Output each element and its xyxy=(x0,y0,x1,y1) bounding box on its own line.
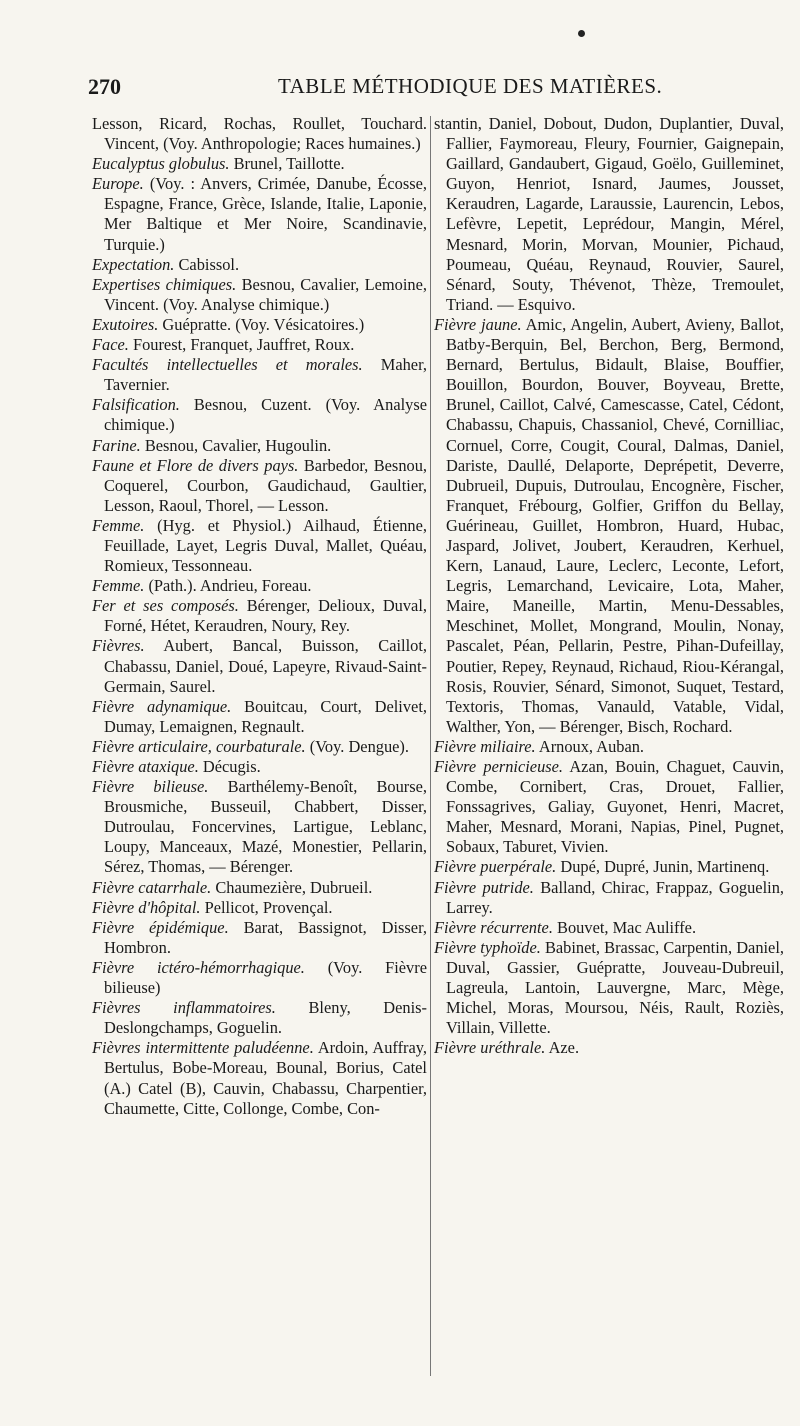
index-entry xyxy=(434,938,784,1038)
entry-names: stantin, Daniel, Dobout, Dudon, Duplantier, Duval, Fallier, Faymoreau, Fleury, Fournier, Gaignepain, Gaillard, Gandaubert, Gigaud, Goëlo, Guilleminet, Guyon, Henriot, Isnard, Jaumes, Jousset, Keraudren, Lagarde, Laraussie, Laurencin, Lebos, Lefèvre, Lepetit, Leprédour, Mangin, Mérel, Mesnard, Morin, Morvan, Mounier, Pichaud, Poumeau, Quéau, Reynaud, Rouvier, Saurel, Sénard, Souty, Thévenot, Thèze, Tremoulet, Triand. — Esquivo. xyxy=(434,114,784,314)
entry-term: Fièvre récurrente. xyxy=(434,917,553,937)
entry-term: Facultés intellectuelles et morales. xyxy=(92,355,363,375)
entry-names: Cabissol. xyxy=(178,254,240,274)
entry-term: Fièvre articulaire, courbaturale. xyxy=(92,736,306,756)
right-column xyxy=(434,114,784,1058)
entry-names: Azan, Bouin, Chaguet, Cauvin, Combe, Cornibert, Cras, Drouet, Fallier, Fonssagrives, Galiay, Guyonet, Henri, Macret, Maher, Mesnard, Morani, Napias, Pinel, Pugnet, Sobaux, Taburet, Vivien. xyxy=(446,757,784,857)
entry-names: Brunel, Taillotte. xyxy=(233,154,345,174)
ink-dot xyxy=(578,30,585,37)
entry-term: Expectation. xyxy=(92,254,175,274)
index-entry xyxy=(92,174,427,254)
entry-names: Pellicot, Provençal. xyxy=(204,897,333,917)
entry-term: Fièvres. xyxy=(92,636,145,656)
entry-term: Eucalyptus globulus. xyxy=(92,154,230,174)
index-entry xyxy=(434,918,784,938)
entry-term: Face. xyxy=(92,335,129,355)
index-entry xyxy=(92,596,427,636)
index-entry xyxy=(434,857,784,877)
index-entry xyxy=(92,436,427,456)
index-entry xyxy=(92,255,427,275)
entry-term: Fièvre puerpérale. xyxy=(434,857,557,877)
index-entry xyxy=(434,757,784,857)
index-entry xyxy=(92,395,427,435)
entry-term: Fièvre ataxique. xyxy=(92,757,199,776)
entry-term: Exutoires. xyxy=(92,314,159,334)
entry-term: Fièvre jaune. xyxy=(434,314,522,334)
index-entry xyxy=(92,958,427,998)
entry-names: Babinet, Brassac, Carpentin, Daniel, Duval, Gassier, Guépratte, Jouveau-Dubreuil, Lagreula, Lantoin, Lauvergne, Marc, Mège, Michel, Moras, Moursou, Néis, Rault, Roziès, Villain, Villette. xyxy=(446,937,784,1038)
entry-names: Décugis. xyxy=(202,757,261,776)
index-entry xyxy=(92,697,427,737)
entry-term: Fièvre épidémique. xyxy=(92,917,229,937)
index-entry xyxy=(92,918,427,958)
entry-term: Farine. xyxy=(92,435,141,455)
index-entry xyxy=(434,737,784,757)
entry-term: Faune et Flore de divers pays. xyxy=(92,455,299,475)
entry-names: Balland, Chirac, Frappaz, Goguelin, Larrey. xyxy=(446,877,784,917)
entry-term: Fièvre bilieuse. xyxy=(92,777,209,797)
column-divider xyxy=(430,116,431,1376)
index-entry xyxy=(92,898,427,918)
entry-names: Besnou, Cavalier, Lemoine, Vincent. (Voy. Analyse chimique.) xyxy=(104,274,427,314)
entry-names: (Voy. Fièvre bilieuse) xyxy=(104,957,427,998)
entry-term: Fièvre pernicieuse. xyxy=(434,757,564,776)
index-entry xyxy=(92,516,427,576)
index-entry xyxy=(92,154,427,174)
entry-names: Bouitcau, Court, Delivet, Dumay, Lemaignen, Regnault. xyxy=(104,696,427,736)
entry-names: (Voy. Dengue). xyxy=(309,736,409,756)
entry-names: Ardoin, Auffray, Bertulus, Bobe-Moreau, Bounal, Borius, Catel (A.) Catel (B), Cauvin, Chabassu, Charpentier, Chaumette, Citte, Collonge, Combe, Con- xyxy=(104,1038,427,1118)
entry-names: (Voy. : Anvers, Crimée, Danube, Écosse, Espagne, France, Grèce, Islande, Italie, Laponie, Mer Baltique et Mer Noire, Scandinavie, Turquie.) xyxy=(104,174,427,254)
index-entry xyxy=(92,576,427,596)
entry-names: Amic, Angelin, Aubert, Avieny, Ballot, Batby-Berquin, Bel, Berchon, Berg, Bermond, Bernard, Bertulus, Bidault, Blaise, Bouffier, Bouillon, Bourdon, Bouver, Boyveau, Brette, Brunel, Caillot, Calvé, Camescasse, Catel, Cédont, Chabassu, Chapuis, Chassaniol, Chevé, Cornilliac, Cornuel, Corre, Cougit, Coural, Dalmas, Daniel, Dariste, Daullé, Delaporte, Deprépetit, Deverre, Dubrueil, Dupuis, Dutroulau, Encognère, Fischer, Franquet, Frébourg, Golfier, Griffon du Bellay, Guérineau, Guillet, Hombron, Huard, Hubac, Jaspard, Jolivet, Joubert, Keraudren, Kerhuel, Kern, Lanaud, Laure, Leclerc, Leconte, Lefort, Legris, Lemarchand, Levicaire, Lota, Maher, Maire, Maneille, Martin, Menu-Dessables, Meschinet, Mollet, Mongrand, Moulin, Nonay, Pascalet, Péan, Pellarin, Pestre, Pihan-Dufeillay, Poutier, Repey, Reynaud, Richaud, Riou-Kérangal, Rosis, Rouvier, Sénard, Simonot, Suquet, Testard, Textoris, Thomas, Vanauld, Vatable, Vidal, Walther, Yon, — Bérenger, Bisch, Rochard. xyxy=(446,314,784,736)
index-entry xyxy=(92,456,427,516)
entry-term: Fièvre ictéro-hémorrhagique. xyxy=(92,957,305,977)
entry-term: Femme. xyxy=(92,576,145,596)
entry-names: Lesson, Ricard, Rochas, Roullet, Touchard. Vincent, (Voy. Anthropologie; Races humaines.) xyxy=(92,114,427,154)
entry-names: Barbedor, Besnou, Coquerel, Courbon, Gaudichaud, Gaultier, Lesson, Raoul, Thorel, — Lesson. xyxy=(104,455,427,515)
index-entry xyxy=(92,335,427,355)
entry-term: Falsification. xyxy=(92,395,180,415)
entry-term: Fièvres intermittente paludéenne. xyxy=(92,1038,314,1058)
entry-names: Dupé, Dupré, Junin, Martinenq. xyxy=(560,857,770,877)
entry-names: Aze. xyxy=(548,1038,580,1058)
entry-term: Femme. xyxy=(92,515,145,535)
entry-term: Fièvre typhoïde. xyxy=(434,937,541,957)
entry-names: Bouvet, Mac Auliffe. xyxy=(557,917,697,937)
index-entry xyxy=(92,1038,427,1118)
entry-names: Bleny, Denis-Deslongchamps, Goguelin. xyxy=(104,998,427,1038)
entry-term: Fièvre uréthrale. xyxy=(434,1038,546,1058)
page-header xyxy=(88,74,760,104)
page-number: 270 xyxy=(88,74,121,99)
entry-names: Besnou, Cavalier, Hugoulin. xyxy=(144,435,332,455)
entry-names: Barat, Bassignot, Disser, Hombron. xyxy=(104,917,427,957)
entry-term: Fièvres inflammatoires. xyxy=(92,998,276,1018)
entry-term: Fièvre putride. xyxy=(434,877,534,897)
index-entry xyxy=(434,315,784,737)
index-entry xyxy=(434,114,784,315)
entry-names: (Hyg. et Physiol.) Ailhaud, Étienne, Feuillade, Layet, Legris Duval, Mallet, Quéau, Romieux, Tessonneau. xyxy=(104,515,427,576)
entry-names: Besnou, Cuzent. (Voy. Analyse chimique.) xyxy=(104,395,427,435)
entry-term: Fièvre miliaire. xyxy=(434,736,536,756)
entry-names: (Path.). Andrieu, Foreau. xyxy=(148,576,312,596)
index-entry xyxy=(92,777,427,877)
entry-term: Europe. xyxy=(92,174,144,194)
entry-term: Fer et ses composés. xyxy=(92,596,239,616)
index-entry xyxy=(434,878,784,918)
entry-names: Barthélemy-Benoît, Bourse, Brousmiche, Busseuil, Chabbert, Disser, Dutroulau, Foncervines, Lartigue, Leblanc, Loupy, Manceaux, Mazé, Monestier, Pellarin, Sérez, Thomas, — Bérenger. xyxy=(104,777,427,877)
entry-term: Expertises chimiques. xyxy=(92,274,237,294)
entry-term: Fièvre catarrhale. xyxy=(92,877,212,897)
left-column xyxy=(92,114,427,1119)
index-entry xyxy=(92,757,427,777)
entry-names: Chaumezière, Dubrueil. xyxy=(215,877,373,897)
index-entry xyxy=(92,636,427,696)
index-entry xyxy=(92,114,427,154)
index-entry xyxy=(434,1038,784,1058)
index-entry xyxy=(92,315,427,335)
index-entry xyxy=(92,737,427,757)
index-entry xyxy=(92,998,427,1038)
index-entry xyxy=(92,878,427,898)
running-title: TABLE MÉTHODIQUE DES MATIÈRES. xyxy=(278,74,663,98)
entry-names: Bérenger, Delioux, Duval, Forné, Hétet, Keraudren, Noury, Rey. xyxy=(104,596,427,636)
entry-names: Fourest, Franquet, Jauffret, Roux. xyxy=(132,335,355,355)
entry-term: Fièvre adynamique. xyxy=(92,696,232,716)
entry-names: Maher, Tavernier. xyxy=(104,355,427,395)
entry-names: Arnoux, Auban. xyxy=(538,736,645,756)
entry-names: Guépratte. (Voy. Vésicatoires.) xyxy=(162,314,365,334)
entry-term: Fièvre d'hôpital. xyxy=(92,897,201,917)
index-entry xyxy=(92,355,427,395)
index-entry xyxy=(92,275,427,315)
entry-names: Aubert, Bancal, Buisson, Caillot, Chabassu, Daniel, Doué, Lapeyre, Rivaud-Saint-Germain, Saurel. xyxy=(104,636,427,696)
